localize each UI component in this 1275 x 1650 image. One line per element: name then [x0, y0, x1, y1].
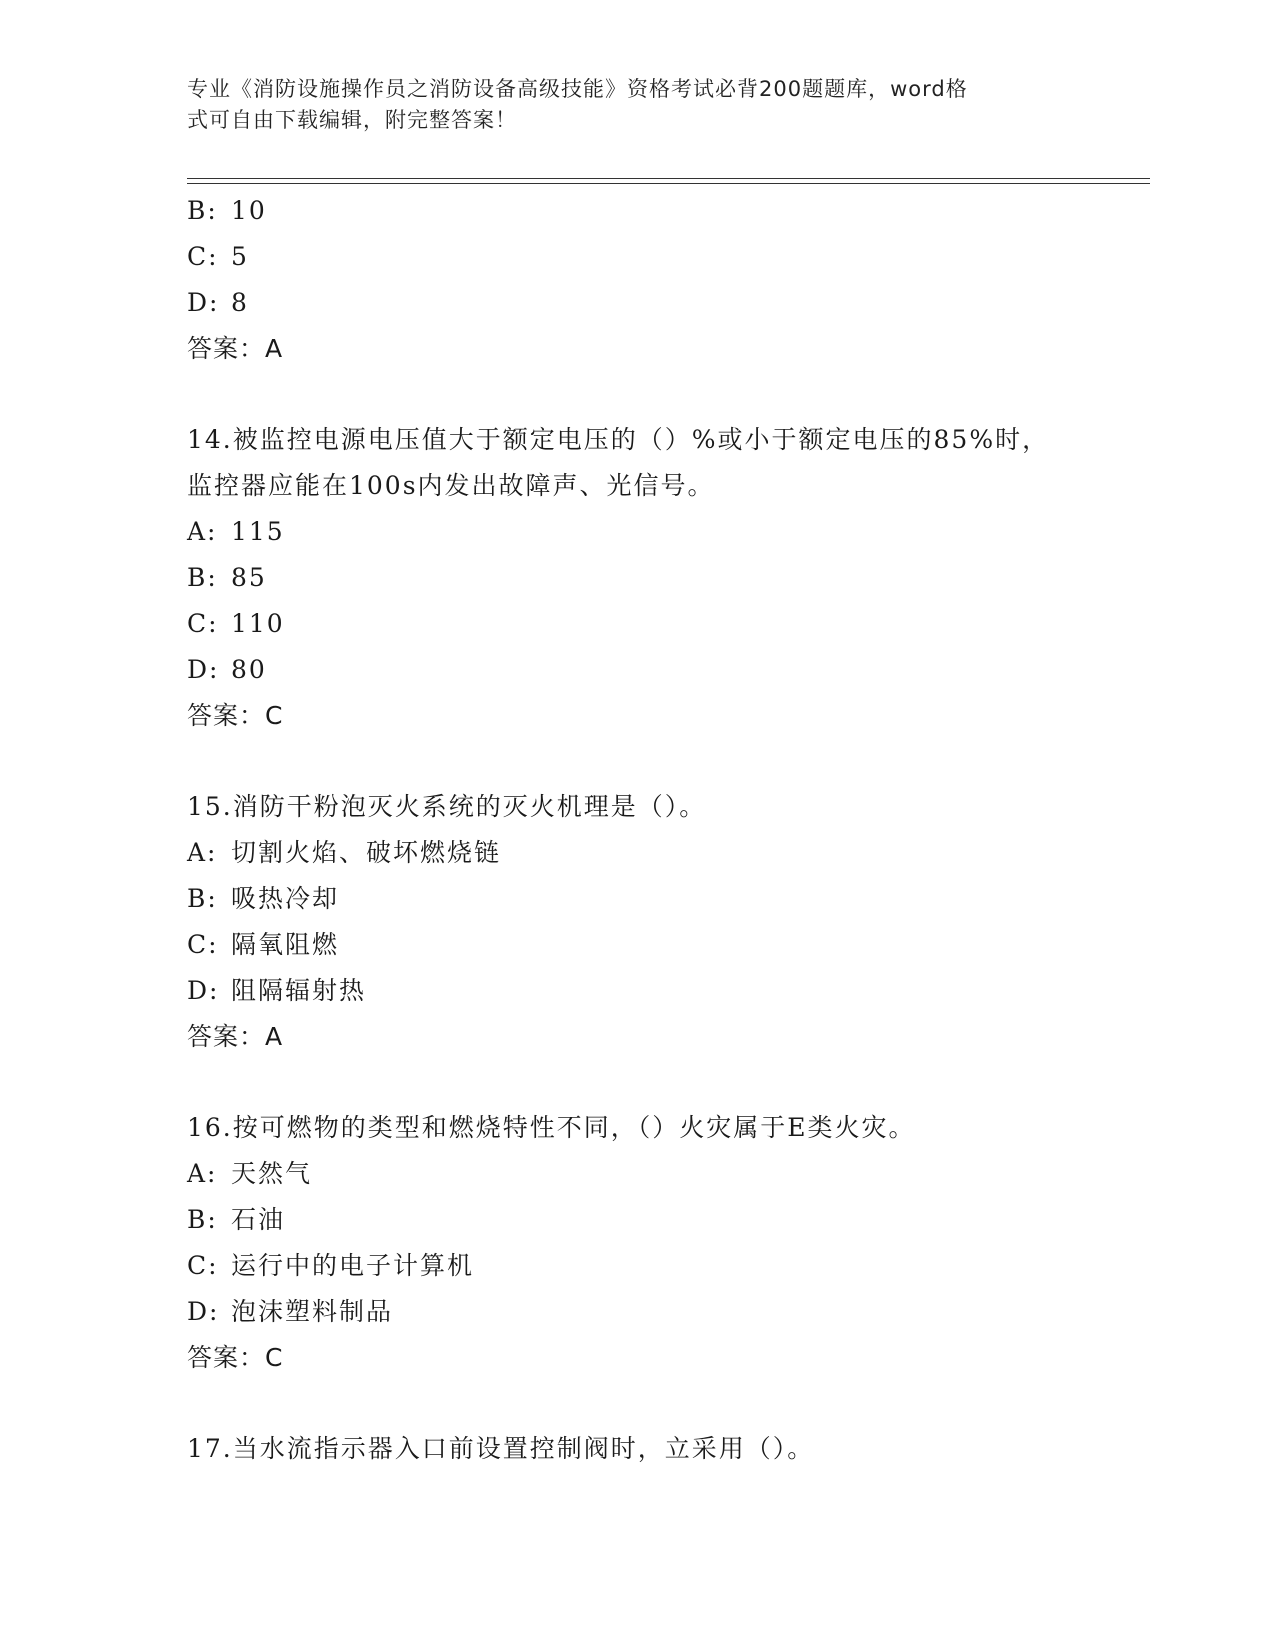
question-list: [187, 188, 1147, 1472]
option-letter: A:: [187, 838, 218, 867]
option-text: 8: [231, 288, 249, 317]
spacer: [187, 1381, 1147, 1426]
option-text: 天然气: [231, 1159, 313, 1188]
document-header: [187, 74, 1067, 136]
option-b: [187, 876, 1147, 922]
option-text: 切割火焰、破坏燃烧链: [231, 838, 502, 867]
header-divider-bottom: [187, 183, 1150, 184]
option-text: 吸热冷却: [231, 884, 340, 913]
question-stem-line: 15.消防干粉泡灭火系统的灭火机理是（）。: [187, 792, 707, 821]
option-text: 隔氧阻燃: [231, 930, 340, 959]
option-b: [187, 555, 1147, 601]
option-letter: A:: [187, 517, 218, 546]
option-a: [187, 509, 1147, 555]
option-text: 10: [231, 196, 267, 225]
option-a: [187, 830, 1147, 876]
question-16: [187, 1105, 1147, 1381]
answer-line: 答案：A: [187, 334, 284, 363]
spacer: [187, 1060, 1147, 1105]
answer-line: 答案：C: [187, 701, 284, 730]
option-letter: B:: [187, 196, 218, 225]
question-17: [187, 1426, 1147, 1472]
option-letter: B:: [187, 563, 218, 592]
option-b: [187, 1197, 1147, 1243]
question-stem-line: 14.被监控电源电压值大于额定电压的（）%或小于额定电压的85%时，: [187, 425, 1050, 454]
option-text: 运行中的电子计算机: [231, 1251, 475, 1280]
spacer: [187, 739, 1147, 784]
option-c: [187, 234, 1147, 280]
question-stem-line: 17.当水流指示器入口前设置控制阀时，立采用（）。: [187, 1434, 815, 1463]
option-letter: B:: [187, 884, 218, 913]
option-d: [187, 280, 1147, 326]
header-line-2: 式可自由下载编辑，附完整答案！: [187, 108, 517, 132]
answer-line: 答案：C: [187, 1343, 284, 1372]
option-c: [187, 922, 1147, 968]
option-letter: C:: [187, 930, 219, 959]
option-c: [187, 1243, 1147, 1289]
question-15: [187, 784, 1147, 1060]
answer-line: 答案：A: [187, 1022, 284, 1051]
option-d: [187, 968, 1147, 1014]
option-a: [187, 1151, 1147, 1197]
option-b: [187, 188, 1147, 234]
option-letter: D:: [187, 288, 220, 317]
question-stem-line: 16.按可燃物的类型和燃烧特性不同，（）火灾属于E类火灾。: [187, 1113, 916, 1142]
question-14: [187, 417, 1147, 739]
option-letter: C:: [187, 1251, 219, 1280]
option-letter: A:: [187, 1159, 218, 1188]
option-letter: C:: [187, 609, 219, 638]
header-line-1: 专业《消防设施操作员之消防设备高级技能》资格考试必背200题题库，word格: [187, 77, 968, 101]
question-13-continuation: [187, 188, 1147, 372]
option-d: [187, 1289, 1147, 1335]
option-d: [187, 647, 1147, 693]
option-text: 80: [231, 655, 267, 684]
option-letter: C:: [187, 242, 219, 271]
option-text: 110: [231, 609, 285, 638]
spacer: [187, 372, 1147, 417]
option-text: 泡沫塑料制品: [231, 1297, 394, 1326]
option-text: 阻隔辐射热: [231, 976, 367, 1005]
option-text: 5: [231, 242, 249, 271]
option-letter: D:: [187, 1297, 220, 1326]
option-letter: D:: [187, 655, 220, 684]
option-text: 85: [231, 563, 267, 592]
header-divider-top: [187, 178, 1150, 179]
option-letter: D:: [187, 976, 220, 1005]
option-letter: B:: [187, 1205, 218, 1234]
option-text: 115: [231, 517, 285, 546]
option-c: [187, 601, 1147, 647]
option-text: 石油: [231, 1205, 286, 1234]
question-stem-line: 监控器应能在100s内发出故障声、光信号。: [187, 471, 715, 500]
